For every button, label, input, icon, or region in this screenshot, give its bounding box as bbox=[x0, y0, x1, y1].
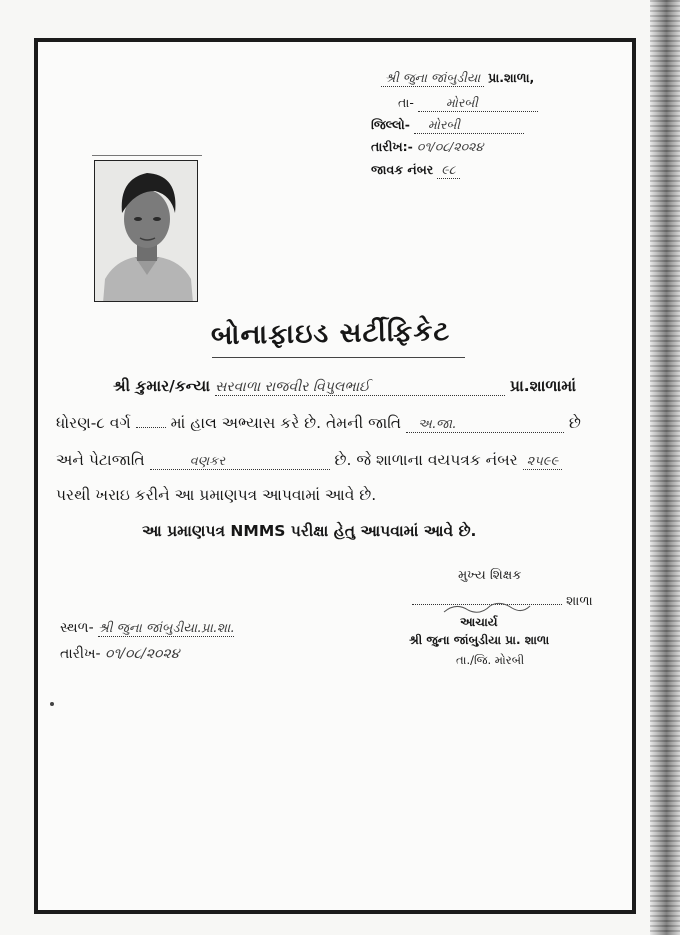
body-std-label: ધોરણ-૮ વર્ગ bbox=[56, 414, 131, 432]
body-line-4: પરથી ખરાઇ કરીને આ પ્રમાણપત્ર આપવામાં આવે છે. bbox=[56, 486, 377, 504]
header-date-line bbox=[371, 139, 483, 155]
body-prefix-1: શ્રી કુમાર/કન્યા bbox=[113, 377, 211, 395]
header-outward-value: ૯૮ bbox=[437, 162, 459, 179]
body-division-blank bbox=[136, 427, 166, 428]
photo-top-rule bbox=[92, 155, 202, 156]
student-name: સરવાળા રાજવીર વિપુલભાઈ bbox=[215, 379, 505, 396]
footer-date-line bbox=[60, 646, 179, 662]
header-outward-label: જાવક નંબર bbox=[371, 162, 434, 177]
body-line-2 bbox=[56, 414, 581, 433]
body-line-1 bbox=[113, 377, 576, 396]
title-underline bbox=[212, 357, 465, 358]
footer-place-label: સ્થળ- bbox=[60, 620, 94, 636]
header-date-value: ૦૧/૦૮/૨૦૨૪ bbox=[416, 139, 484, 154]
head-teacher-label: મુખ્ય શિક્ષક bbox=[458, 568, 522, 583]
body-register-text: છે. જે શાળાના વયપત્રક નંબર bbox=[334, 451, 518, 469]
student-portrait-image bbox=[95, 161, 198, 302]
body-suffix-1: પ્રા.શાળામાં bbox=[509, 377, 577, 395]
ink-speck bbox=[50, 702, 54, 706]
header-taluka-line bbox=[398, 95, 538, 112]
school-word: શાળા bbox=[566, 594, 593, 609]
register-number: ૨૫૯૯ bbox=[523, 454, 563, 470]
signature-mark bbox=[442, 600, 532, 616]
body-line-5: આ પ્રમાણપત્ર NMMS પરીક્ષા હેતુ આપવામાં આવે છે. bbox=[142, 522, 477, 540]
school-sign-line bbox=[412, 594, 593, 609]
student-subcaste: વણકર bbox=[150, 454, 330, 470]
footer-date-value: ૦૧/૦૮/૨૦૨૪ bbox=[104, 646, 180, 662]
footer-date-label: તારીખ- bbox=[60, 646, 101, 662]
header-school-name: શ્રી જુના જાંબુડીયા bbox=[381, 70, 484, 87]
footer-place-value: શ્રી જુના જાંબુડીયા.પ્રા.શા. bbox=[98, 621, 235, 636]
scan-binding-edge bbox=[650, 0, 680, 935]
body-line-3 bbox=[56, 451, 562, 470]
school-full-name: શ્રી જુના જાંબુડીયા પ્રા. શાળા bbox=[409, 633, 550, 647]
header-taluka-label: તા- bbox=[398, 95, 414, 110]
header-district-label: જિલ્લો- bbox=[371, 117, 410, 132]
header-school-line bbox=[381, 70, 534, 87]
footer-place-line bbox=[60, 620, 234, 637]
taluka-district-label: તા./જિ. મોરબી bbox=[456, 653, 525, 667]
student-caste: અ.જા. bbox=[406, 417, 564, 433]
student-photo bbox=[94, 160, 198, 302]
header-outward-line bbox=[371, 162, 460, 179]
header-district-line bbox=[371, 117, 524, 134]
certificate-title: બોનાફાઇડ સર્ટીફિકેટ bbox=[210, 315, 451, 352]
body-studying-text: માં હાલ અભ્યાસ કરે છે. તેમની જાતિ bbox=[170, 414, 402, 432]
header-taluka-value: મોરબી bbox=[418, 95, 538, 112]
header-school-suffix: પ્રા.શાળા, bbox=[488, 70, 535, 85]
header-date-label: તારીખ:- bbox=[371, 139, 413, 154]
body-line2-end: છે bbox=[568, 414, 581, 432]
header-district-value: મોરબી bbox=[414, 117, 524, 134]
principal-label: આચાર્ય bbox=[460, 615, 498, 629]
signature-scribble bbox=[412, 604, 562, 605]
body-subcaste-label: અને પેટાજાતિ bbox=[56, 451, 145, 469]
